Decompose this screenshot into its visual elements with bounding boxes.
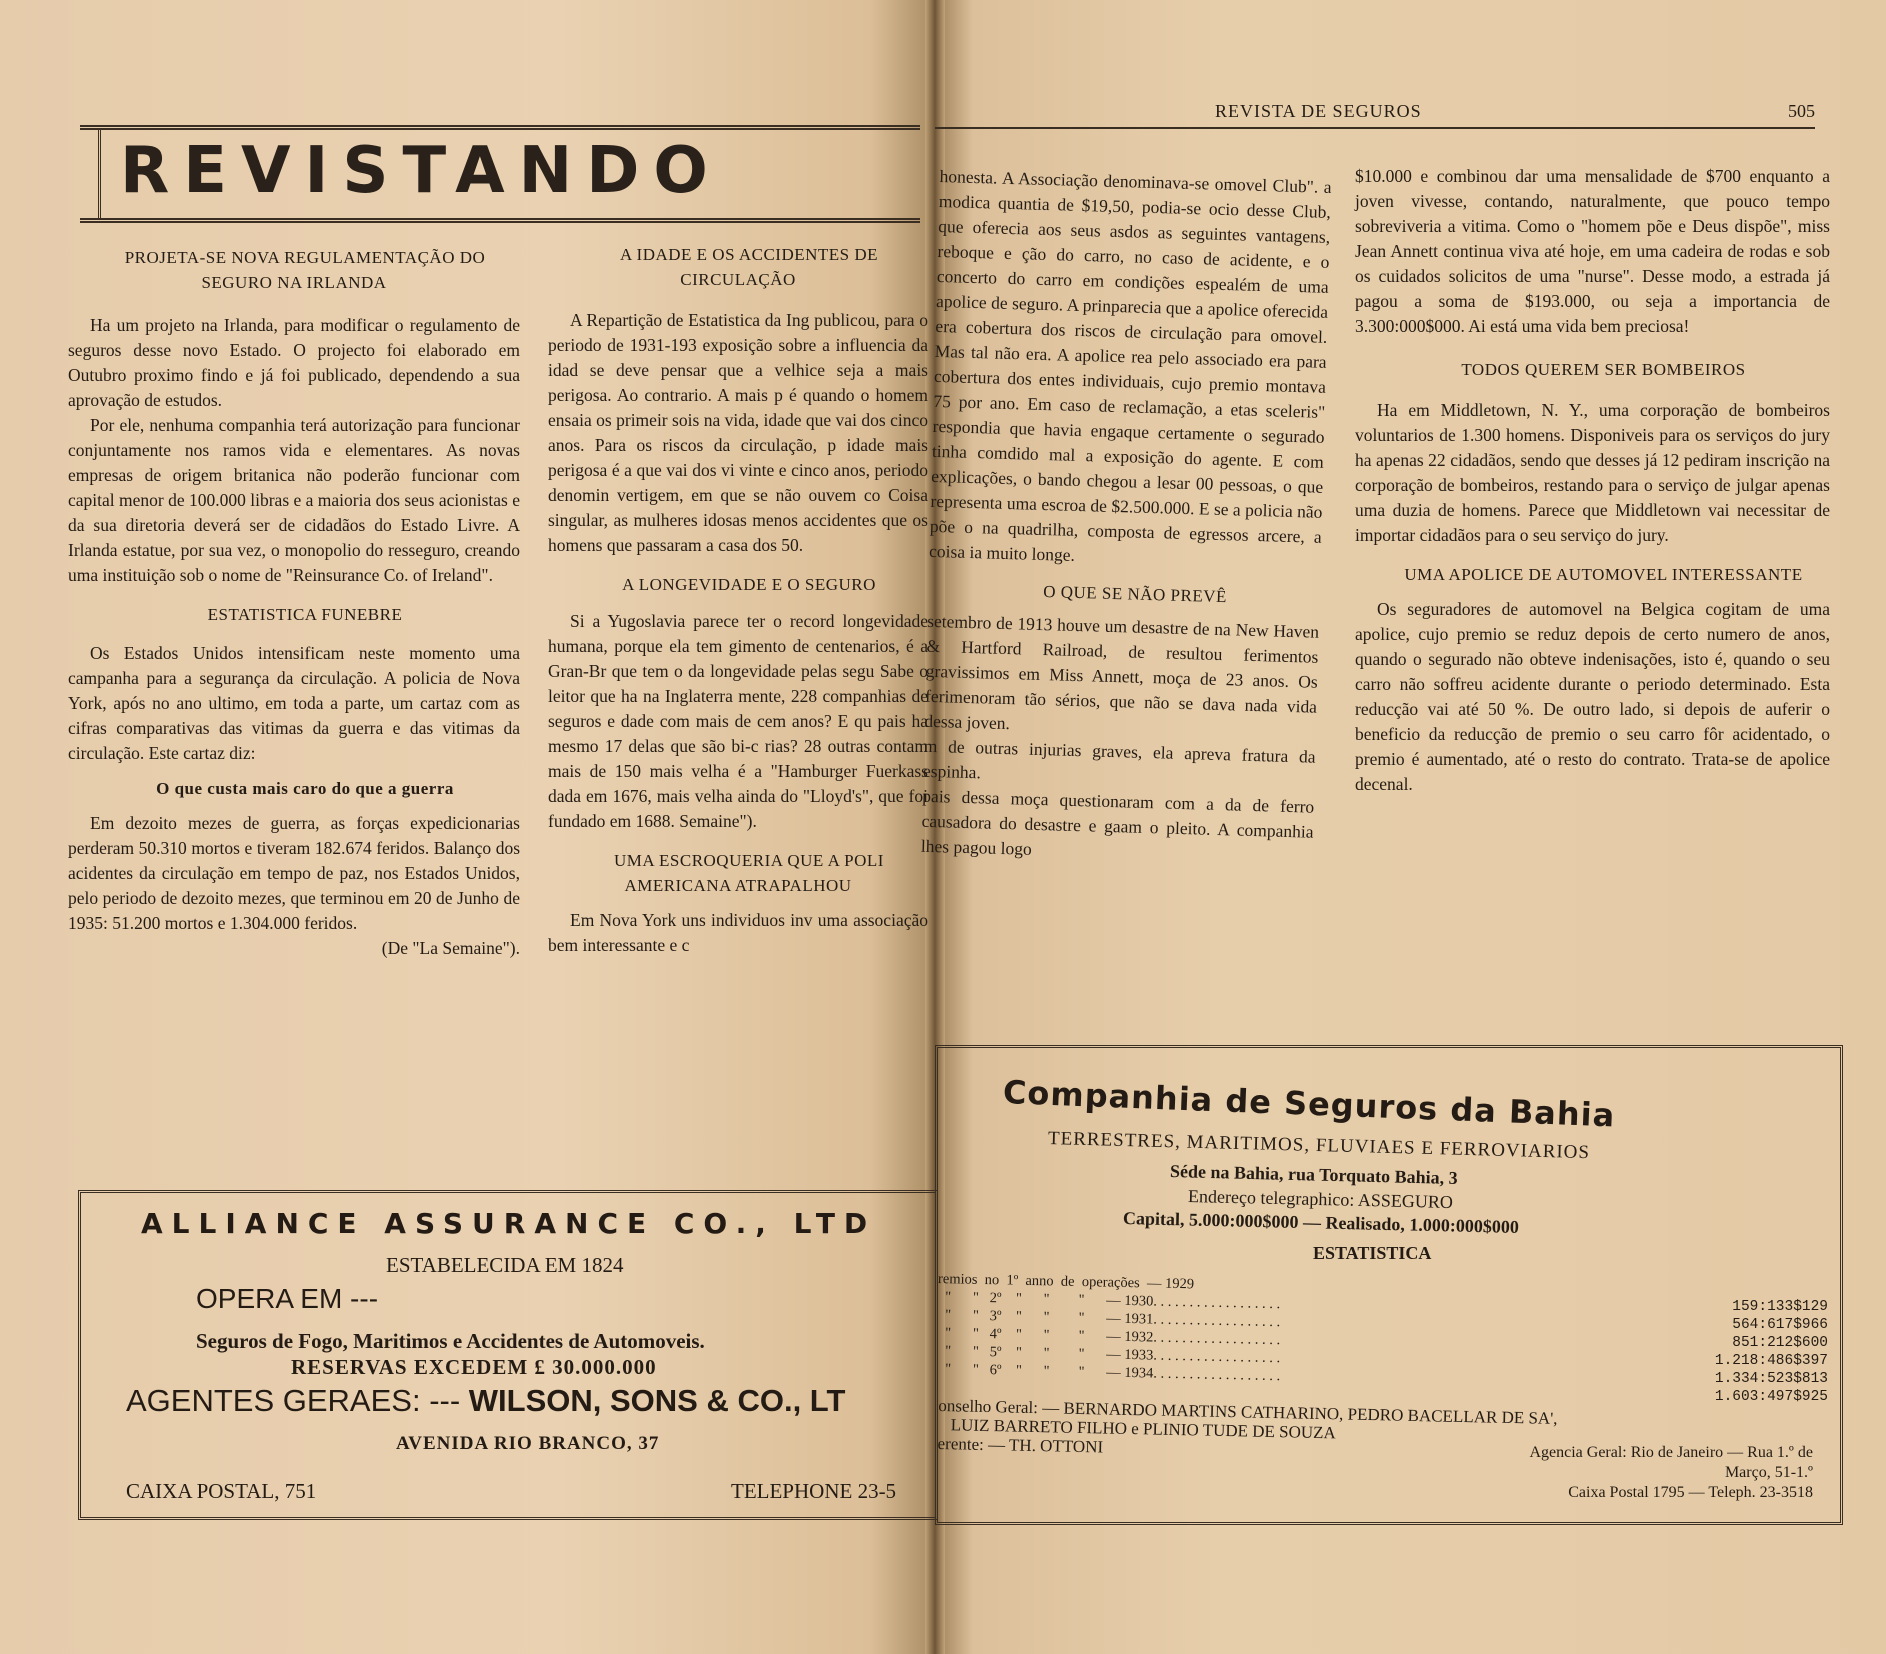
article-paragraph: $10.000 e combinou dar uma mensalidade de $700 enquanto a joven vivesse, contando, naturalmente, que pouco tempo sobreviveria a vitima. Como o "homem põe e Deus dispõe", miss Jean Annett continua viva até hoje, em uma cadeira de rodas e sob os cuidados solicitos de uma "nurse". Desse modo, a estrada já pagou a soma de $193.000, ou seja a importancia de 3.300:000$000. Ai está uma vida bem preciosa! bbox=[1355, 166, 1830, 336]
article-heading: PROJETA-SE NOVA REGULAMENTAÇÃO DO SEGURO NA IRLANDA bbox=[124, 248, 486, 292]
masthead-title: REVISTANDO bbox=[120, 134, 722, 208]
article-subheading: O que custa mais caro do que a guerra bbox=[156, 779, 454, 798]
masthead-ornament bbox=[80, 130, 101, 218]
advert-telegraph: Endereço telegraphico: ASSEGURO bbox=[1187, 1186, 1454, 1213]
article-heading: UMA APOLICE DE AUTOMOVEL INTERESSANTE bbox=[1404, 565, 1803, 584]
article-paragraph: m de outras injurias graves, ela apreva fratura da espinha. bbox=[922, 735, 1316, 783]
bahia-insurance-advert bbox=[935, 1045, 1843, 1525]
article-paragraph: Em dezoito mezes de guerra, as forças expedicionarias perderam 50.310 mortos e tiveram 182.674 feridos. Balanço dos acidentes da circulação em tempo de paz, nos Estados Unidos, pelo periodo de dezoito mezes, que terminou em 20 de Junho de 1935: 51.200 mortos e 1.304.000 feridos. bbox=[68, 813, 520, 933]
article-paragraph: honesta. A Associação denominava-se omovel Club". a modica quantia de $19,50, podia-se ocio desse Club, que oferecia aos seus asdos as seguintes vantagens, reboque e ção do carro, no caso de acidente, e o concerto do carro em condições espealém de uma apolice de seguro. A prinparecia que a apolice oferecida era cobertura dos riscos de circulação para omovel. Mas tal não era. A apolice rea pelo associado era para cobertura dos entes individuais, cujo premio montava 75 por ano. Em caso de reclamação, a etas sceleris" respondia que havia engaque certamente o segurado tinha comdido mal a exposição do agente. E com explicações, o bando chegou a lesar 00 pessoas, o que representa uma escroa de $2.500.000. E se a policia não põe o na quadrilha, composta de egressos arcere, a coisa ia muito longe. bbox=[928, 165, 1332, 565]
article-paragraph: Em Nova York uns individuos inv uma associação bem interessante e c bbox=[548, 910, 928, 955]
article-heading: TODOS QUEREM SER BOMBEIROS bbox=[1461, 360, 1746, 379]
advert-branches: TERRESTRES, MARITIMOS, FLUVIAES E FERROVIARIOS bbox=[1047, 1128, 1591, 1164]
stats-row-label: remios no 1º anno de operações — 1929 bbox=[937, 1271, 1195, 1293]
article-paragraph: Ha em Middletown, N. Y., uma corporação de bombeiros voluntarios de 1.300 homens. Disponiveis para os serviços do jury ha apenas 22 cidadãos, sendo que desses já 12 pediram inscrição na corporação de bombeiros, restando para o serviço de julgar apenas uma duzia de homens. Parece que Middletown vai necessitar de importar cidadãos para o seu serviço do jury. bbox=[1355, 400, 1830, 545]
advert-telephone: TELEPHONE 23-5 bbox=[731, 1479, 897, 1503]
article-credit: (De "La Semaine"). bbox=[381, 938, 520, 958]
article-heading: ESTATISTICA FUNEBRE bbox=[207, 605, 403, 624]
advert-agents bbox=[126, 1383, 845, 1419]
stats-row-value: 159:133$129 bbox=[1732, 1299, 1828, 1315]
column-3 bbox=[916, 164, 1332, 1045]
stats-row-value: 1.334:523$813 bbox=[1714, 1371, 1828, 1387]
article-heading: A IDADE E OS ACCIDENTES DE CIRCULAÇÃO bbox=[619, 245, 879, 289]
stats-row-label: " " 5º " " " — 1933. . . . . . . . . . . . . . . . . . bbox=[937, 1343, 1281, 1367]
advert-caixa: CAIXA POSTAL, 751 bbox=[126, 1479, 317, 1503]
stats-row-value: 851:212$600 bbox=[1732, 1335, 1828, 1351]
advert-opera: OPERA EM --- bbox=[196, 1283, 379, 1314]
stats-row-value: 1.218:486$397 bbox=[1714, 1353, 1828, 1369]
advert-board: onselho Geral: — BERNARDO MARTINS CATHARINO, PEDRO BACELLAR DE SA', LUIZ BARRETO FILHO e PLINIO TUDE DE SOUZA erente: — TH. OTTONI bbox=[937, 1396, 1558, 1457]
article-heading: A LONGEVIDADE E O SEGURO bbox=[622, 575, 876, 594]
advert-agencia: Agencia Geral: Rio de Janeiro — Rua 1.º de Março, 51-1.º Caixa Postal 1795 — Teleph. 23-3518 bbox=[1529, 1444, 1813, 1501]
advert-agents-prefix: AGENTES GERAES: --- bbox=[126, 1383, 461, 1418]
column-4 bbox=[1355, 164, 1830, 797]
stats-row-value: 564:617$966 bbox=[1732, 1317, 1828, 1333]
stats-row-label: " " 3º " " " — 1931. . . . . . . . . . . . . . . . . . bbox=[937, 1307, 1281, 1331]
advert-company-name: Companhia de Seguros da Bahia bbox=[1002, 1073, 1616, 1135]
stats-row-value: 1.603:497$925 bbox=[1714, 1389, 1828, 1405]
column-2 bbox=[548, 242, 928, 1167]
column-1 bbox=[68, 245, 520, 961]
journal-title: REVISTA DE SEGUROS bbox=[1215, 101, 1422, 121]
article-paragraph: Os seguradores de automovel na Belgica cogitam de uma apolice, cujo premio se reduz depois de certo numero de anos, quando o segurado não obteve indenisações, isto é, quando o seu carro não soffreu acidente durante o periodo determinado. Esta reducção vai até 50 %. De outro lado, si depois de auferir o beneficio da reducção de premio o seu carro fôr acidentado, o premio é aumentado, até o resto do contrato. Trata-se de apolice decenal. bbox=[1355, 599, 1830, 794]
article-paragraph: Si a Yugoslavia parece ter o record longevidade humana, porque ela tem gimento de centenarios, é a Gran-Br que tem o da longevidade pelas segu Sabe o leitor que ha na Inglaterra mente, 228 companhias de seguros e dade com mais de cem anos? E qu pais ha mesmo 17 delas que são bi-c rias? 28 outras contam mais de 150 mais velha é a "Hamburger Fuerkass dada em 1676, mais velha ainda do "Lloyd's", que foi fundado em 1688. Semaine"). bbox=[548, 611, 928, 831]
advert-address: AVENIDA RIO BRANCO, 37 bbox=[396, 1433, 660, 1454]
advert-capital: Capital, 5.000:000$000 — Realisado, 1.000:000$000 bbox=[1122, 1208, 1520, 1237]
advert-stats-title: ESTATISTICA bbox=[1313, 1243, 1432, 1263]
advert-agents-name: WILSON, SONS & CO., LT bbox=[468, 1383, 846, 1418]
article-heading: UMA ESCROQUERIA QUE A POLI AMERICANA ATRAPALHOU bbox=[614, 851, 884, 895]
advert-sede: Séde na Bahia, rua Torquato Bahia, 3 bbox=[1169, 1161, 1458, 1189]
article-paragraph: Os Estados Unidos intensificam neste momento uma campanha para a segurança da circulação. A policia de Nova York, após no ano ultimo, em toda a parte, um cartaz com as cifras comparativas das vitimas da guerra e das vitimas da circulação. Este cartaz diz: bbox=[68, 643, 520, 763]
article-paragraph: Ha um projeto na Irlanda, para modificar o regulamento de seguros desse novo Estado. O projecto foi elaborado em Outubro proximo findo e já foi publicado, dependendo a sua aprovação de estudos. bbox=[68, 315, 520, 410]
advert-established: ESTABELECIDA EM 1824 bbox=[386, 1253, 624, 1277]
article-paragraph: pais dessa moça questionaram com a da de ferro causadora do desastre e gaam o pleito. A companhia lhes pagou logo bbox=[920, 785, 1315, 859]
stats-row-label: " " 4º " " " — 1932. . . . . . . . . . . . . . . . . . bbox=[937, 1325, 1281, 1349]
article-heading: O QUE SE NÃO PREVÊ bbox=[1042, 582, 1228, 607]
advert-lines: Seguros de Fogo, Maritimos e Accidentes de Automoveis. bbox=[196, 1329, 705, 1353]
article-paragraph: setembro de 1913 houve um desastre de na New Haven & Hartford Railroad, de resultou ferimentos gravissimos em Miss Annett, moça de 23 anos. Os ferimenoram tão sérios, que não se dava nada vida dessa joven. bbox=[924, 610, 1320, 734]
alliance-assurance-advert bbox=[78, 1190, 938, 1520]
stats-row-label: " " 6º " " " — 1934. . . . . . . . . . . . . . . . . . bbox=[937, 1361, 1281, 1385]
advert-company-name: ALLIANCE ASSURANCE CO., LTD bbox=[141, 1207, 877, 1240]
article-paragraph: Por ele, nenhuma companhia terá autorização para funcionar conjuntamente nos ramos vida e elementares. As novas empresas de origem britanica não poderão funcionar com capital menor de 100.000 libras e a maioria dos seus acionistas e da sua diretoria deverá ser de cidadãos do Estado Livre. A Irlanda estatue, por sua vez, o monopolio do resseguro, creando uma instituição sob o nome de "Reinsurance Co. of Ireland". bbox=[68, 415, 520, 585]
masthead bbox=[80, 125, 920, 223]
article-paragraph: A Repartição de Estatistica da Ing publicou, para o periodo de 1931-193 exposição sobre a influencia da idad se deve pensar que a velhice seja a mais perigosa. Ao contrario. A mais p é quando o homem ensaia os primeir sois na vida, idade que vai dos cinco anos. Para os riscos da circulação, p idade mais perigosa é a que vai dos vi vinte e cinco anos, periodo denomin vertigem, em que se não ouvem co Coisa singular, as mulheres idosas menos accidentes que os homens que passaram a casa dos 50. bbox=[548, 310, 928, 555]
stats-row-label: " " 2º " " " — 1930. . . . . . . . . . . . . . . . . . bbox=[937, 1289, 1281, 1313]
advert-reserves: RESERVAS EXCEDEM £ 30.000.000 bbox=[291, 1355, 657, 1379]
running-head bbox=[935, 101, 1815, 129]
page-number: 505 bbox=[1788, 101, 1815, 121]
